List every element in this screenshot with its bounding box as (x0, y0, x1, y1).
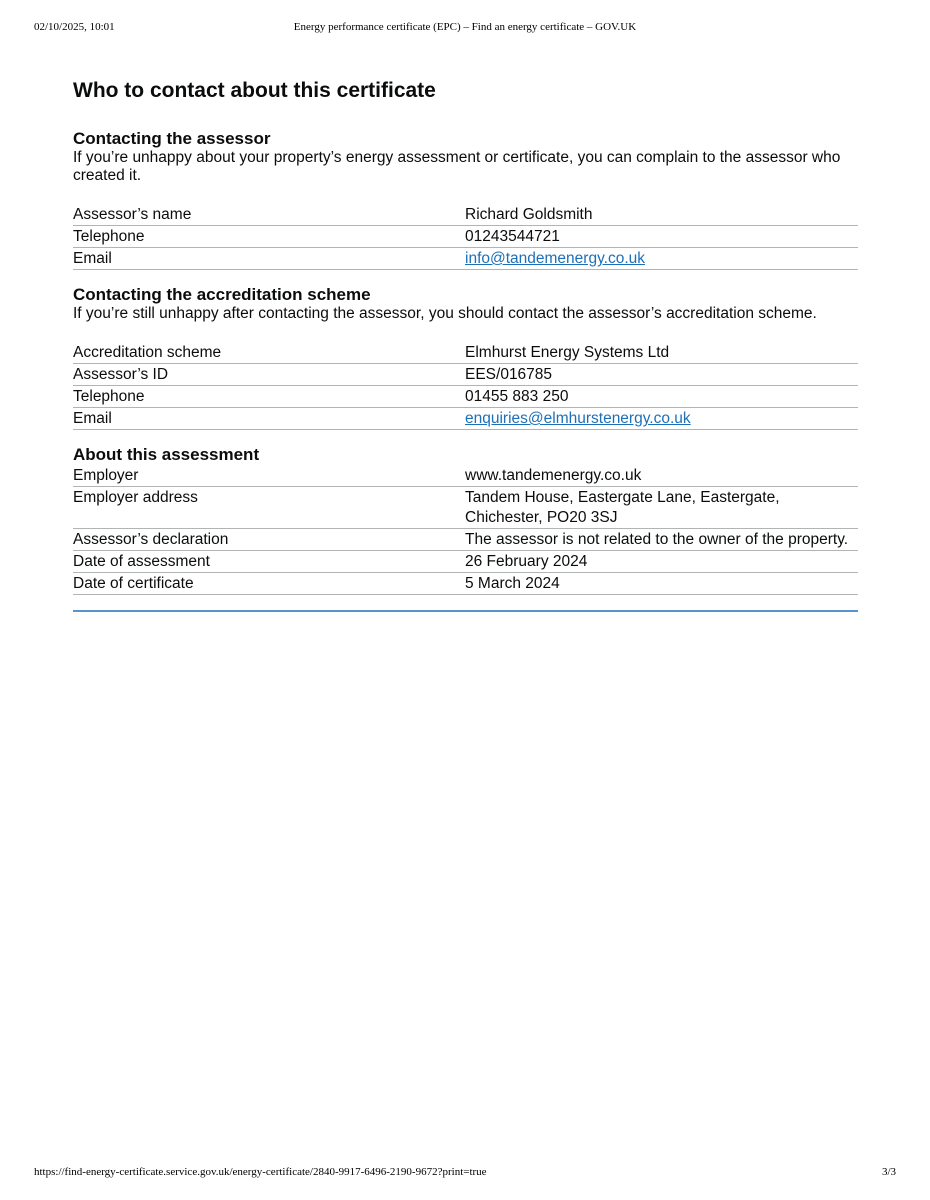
scheme-heading: Contacting the accreditation scheme (73, 285, 371, 304)
row-key: Date of assessment (73, 553, 210, 570)
row-key: Assessor’s declaration (73, 531, 229, 548)
scheme-telephone-value: 01455 883 250 (465, 388, 569, 405)
assessment-details-list (73, 465, 858, 595)
scheme-details-list (73, 342, 858, 430)
contacting-scheme-section (73, 284, 858, 430)
print-footer (34, 1166, 896, 1182)
print-url: https://find-energy-certificate.service.gov.uk/energy-certificate/2840-9917-6496-2190-9672?print=true (34, 1166, 487, 1178)
row-key: Date of certificate (73, 575, 194, 592)
address-line-2: Chichester, PO20 3SJ (465, 509, 618, 526)
about-assessment-section (73, 444, 858, 612)
row-key: Accreditation scheme (73, 344, 222, 361)
date-of-assessment-row (73, 551, 858, 573)
assessor-id-row (73, 364, 858, 386)
assessor-telephone-row (73, 226, 858, 248)
assessor-details-list (73, 204, 858, 270)
main-content (73, 76, 858, 612)
assessor-email-row (73, 248, 858, 270)
row-key: Employer address (73, 489, 198, 506)
assessor-body: If you’re unhappy about your property’s energy assessment or certificate, you can complain to the assessor who created it. (73, 149, 841, 184)
row-key: Employer (73, 467, 139, 484)
section-divider (73, 610, 858, 612)
scheme-telephone-row (73, 386, 858, 408)
row-key: Email (73, 410, 112, 427)
assessor-email-link[interactable]: info@tandemenergy.co.uk (465, 250, 646, 267)
print-page-number: 3/3 (881, 1166, 896, 1178)
scheme-email-row (73, 408, 858, 430)
print-header (34, 21, 896, 37)
address-line-1: Tandem House, Eastergate Lane, Eastergate, (465, 489, 780, 506)
assessor-telephone-value: 01243544721 (465, 228, 560, 245)
assessor-name-row (73, 204, 858, 226)
print-page-title: Energy performance certificate (EPC) – Find an energy certificate – GOV.UK (293, 21, 637, 33)
scheme-email-link[interactable]: enquiries@elmhurstenergy.co.uk (465, 410, 691, 427)
assessor-heading: Contacting the assessor (73, 129, 271, 148)
contacting-assessor-section (73, 128, 858, 270)
date-of-certificate-value: 5 March 2024 (465, 575, 560, 592)
row-key: Telephone (73, 388, 145, 405)
date-of-certificate-row (73, 573, 858, 595)
row-key: Email (73, 250, 112, 267)
employer-address-row (73, 487, 858, 529)
date-of-assessment-value: 26 February 2024 (465, 553, 588, 570)
print-datetime: 02/10/2025, 10:01 (34, 21, 115, 33)
row-key: Assessor’s name (73, 206, 192, 223)
row-key: Telephone (73, 228, 145, 245)
row-key: Assessor’s ID (73, 366, 169, 383)
assessor-id-value: EES/016785 (465, 366, 553, 383)
assessor-name-value: Richard Goldsmith (465, 206, 593, 223)
scheme-body: If you’re still unhappy after contacting the assessor, you should contact the assessor’s accreditation scheme. (73, 305, 817, 322)
accreditation-scheme-value: Elmhurst Energy Systems Ltd (465, 344, 670, 361)
employer-value: www.tandemenergy.co.uk (465, 467, 642, 484)
page-title: Who to contact about this certificate (73, 79, 436, 102)
assessment-heading: About this assessment (73, 445, 260, 464)
accreditation-scheme-row (73, 342, 858, 364)
employer-address-value (465, 488, 858, 528)
assessor-declaration-value: The assessor is not related to the owner of the property. (465, 531, 849, 548)
assessor-declaration-row (73, 529, 858, 551)
employer-row (73, 465, 858, 487)
